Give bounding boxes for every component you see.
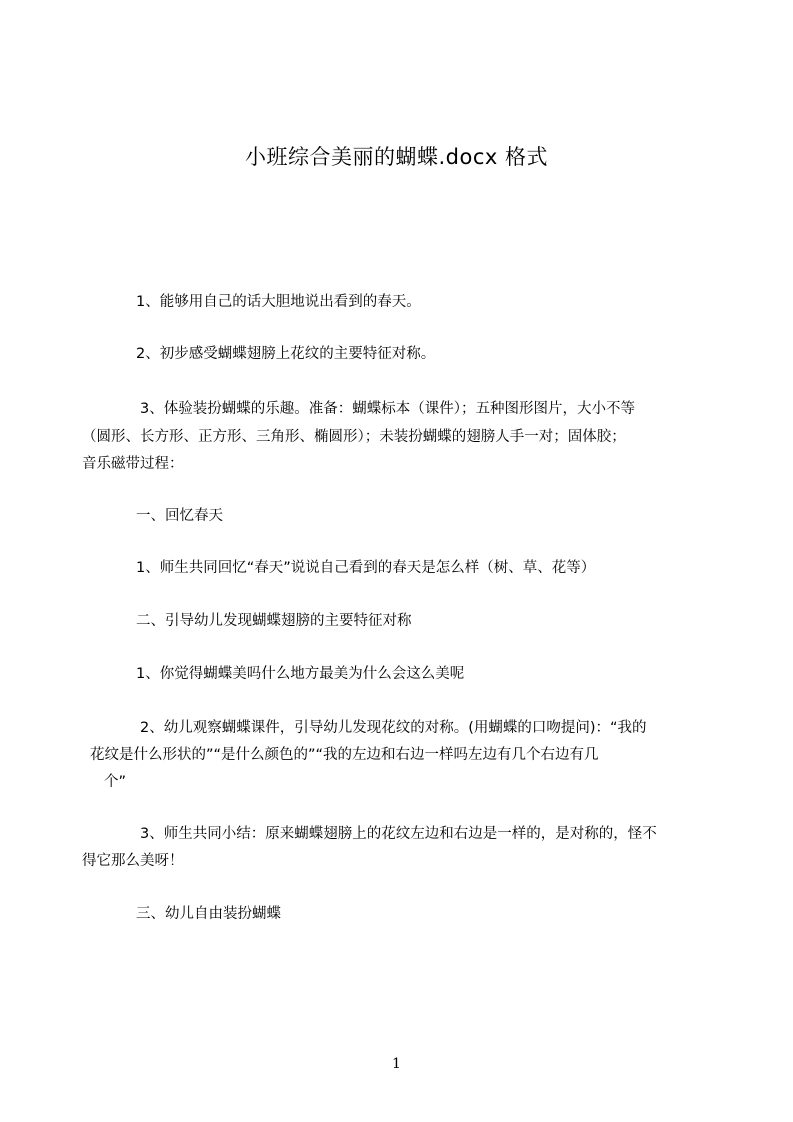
paragraph-recall: 1、师生共同回忆“春天”说说自己看到的春天是怎么样（树、草、花等） bbox=[136, 560, 596, 576]
paragraph-goal-1: 1、能够用自己的话大胆地说出看到的春天。 bbox=[136, 294, 421, 310]
paragraph-goal-3-line-2: （圆形、长方形、正方形、三角形、椭圆形）；未装扮蝴蝶的翅膀人手一对；固体胶； bbox=[82, 429, 626, 445]
paragraph-summary-line-1: 3、师生共同小结：原来蝴蝶翅膀上的花纹左边和右边是一样的，是对称的，怪不 bbox=[140, 826, 657, 842]
section-heading-2: 二、引导幼儿发现蝴蝶翅膀的主要特征对称 bbox=[136, 613, 412, 629]
paragraph-observe-line-2: 花纹是什么形状的”“是什么颜色的”“我的左边和右边一样吗左边有几个右边有几 bbox=[90, 747, 599, 763]
document-title: 小班综合美丽的蝴蝶.docx 格式 bbox=[244, 145, 548, 169]
section-heading-3: 三、幼儿自由装扮蝴蝶 bbox=[136, 906, 281, 922]
section-heading-1: 一、回忆春天 bbox=[136, 508, 223, 524]
paragraph-summary-line-2: 得它那么美呀！ bbox=[82, 853, 184, 869]
paragraph-goal-3-line-3: 音乐磁带过程： bbox=[82, 456, 184, 472]
page-number: 1 bbox=[392, 1056, 401, 1072]
paragraph-observe-line-3: 个” bbox=[104, 774, 127, 790]
paragraph-question: 1、你觉得蝴蝶美吗什么地方最美为什么会这么美呢 bbox=[136, 666, 465, 682]
paragraph-observe-line-1: 2、幼儿观察蝴蝶课件，引导幼儿发现花纹的对称。(用蝴蝶的口吻提问)：“我的 bbox=[140, 720, 647, 736]
paragraph-goal-3-line-1: 3、体验装扮蝴蝶的乐趣。准备：蝴蝶标本（课件）；五种图形图片，大小不等 bbox=[140, 401, 635, 417]
paragraph-goal-2: 2、初步感受蝴蝶翅膀上花纹的主要特征对称。 bbox=[136, 346, 436, 362]
